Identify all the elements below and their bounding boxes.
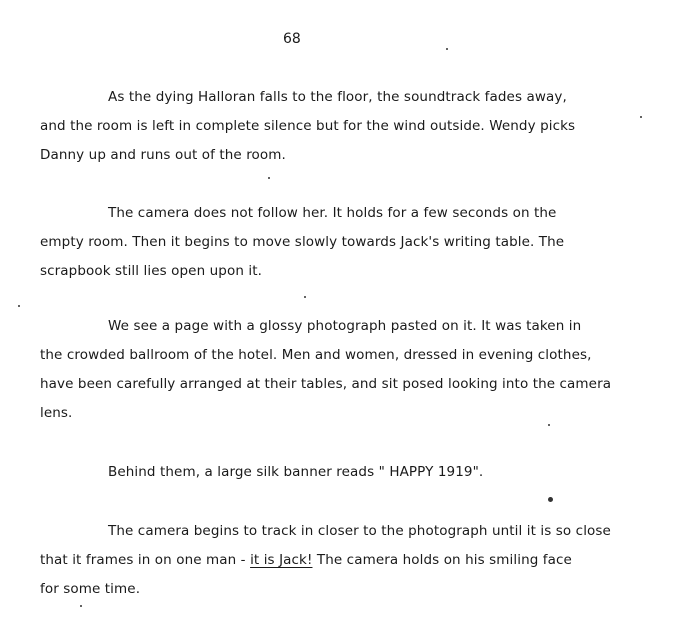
underlined-reveal: it is Jack! bbox=[250, 552, 313, 568]
scan-speck bbox=[80, 605, 82, 607]
paragraph-track-in bbox=[40, 517, 670, 604]
scan-speck bbox=[548, 424, 550, 426]
paragraph-camera-holds bbox=[40, 199, 670, 286]
scan-speck bbox=[640, 116, 642, 118]
paragraph-banner bbox=[40, 458, 670, 487]
paragraph-line: for some time. bbox=[40, 581, 141, 597]
scan-speck bbox=[446, 48, 448, 50]
paragraph-line: have been carefully arranged at their tables, and sit posed looking into the camera bbox=[40, 376, 612, 392]
paragraph-line: The camera does not follow her. It holds for a few seconds on the bbox=[108, 205, 557, 221]
paragraph-line: the crowded ballroom of the hotel. Men and women, dressed in evening clothes, bbox=[40, 347, 592, 363]
paragraph-line: empty room. Then it begins to move slowly towards Jack's writing table. The bbox=[40, 234, 565, 250]
line-text: The camera holds on his smiling face bbox=[312, 552, 572, 568]
paragraph-halloran-falls bbox=[40, 83, 670, 170]
paragraph-line: Danny up and runs out of the room. bbox=[40, 147, 286, 163]
scan-speck bbox=[304, 296, 306, 298]
page-number: 68 bbox=[283, 31, 301, 47]
paragraph-photograph bbox=[40, 312, 670, 428]
paragraph-line bbox=[40, 546, 670, 575]
paragraph-line: lens. bbox=[40, 405, 73, 421]
paragraph-line: and the room is left in complete silence but for the wind outside. Wendy picks bbox=[40, 118, 576, 134]
line-text: that it frames in on one man - bbox=[40, 552, 251, 568]
paragraph-line: As the dying Halloran falls to the floor, the soundtrack fades away, bbox=[108, 89, 567, 105]
scan-speck bbox=[18, 305, 20, 307]
paragraph-line: Behind them, a large silk banner reads " HAPPY 1919". bbox=[108, 464, 484, 480]
scan-speck bbox=[548, 497, 553, 502]
scan-speck bbox=[268, 177, 270, 179]
paragraph-line: scrapbook still lies open upon it. bbox=[40, 263, 262, 279]
paragraph-line: The camera begins to track in closer to the photograph until it is so close bbox=[108, 523, 611, 539]
paragraph-line: We see a page with a glossy photograph pasted on it. It was taken in bbox=[108, 318, 582, 334]
